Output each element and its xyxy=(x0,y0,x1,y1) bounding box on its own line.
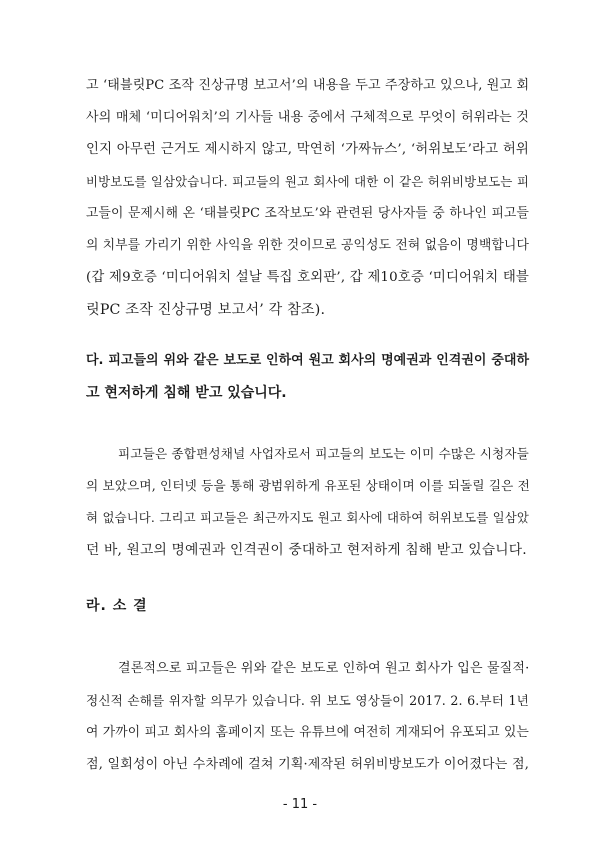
text-line: 인지 아무런 근거도 제시하지 않고, 막연히 ‘가짜뉴스’, ‘허위보도’라고 허위 xyxy=(86,142,529,157)
section-heading-line: 고 현저하게 침해 받고 있습니다. xyxy=(86,385,287,401)
text-line: 정신적 손해를 위자할 의무가 있습니다. 위 보도 영상들이 2017. 2. 6.부터 1년 xyxy=(86,693,529,708)
text-line: 혀 없습니다. 그리고 피고들은 최근까지도 원고 회사에 대하여 허위보도를 일삼았 xyxy=(86,510,529,525)
text-line: 피고들은 종합편성채널 사업자로서 피고들의 보도는 이미 수많은 시청자들 xyxy=(118,446,529,461)
text-line: 결론적으로 피고들은 위와 같은 보도로 인하여 원고 회사가 입은 물질적· xyxy=(118,661,530,676)
text-line: 의 보았으며, 인터넷 등을 통해 광범위하게 유포된 상태이며 이를 되돌릴 길은 전 xyxy=(86,478,530,493)
section-heading-ra: 라. 소 결 xyxy=(86,598,148,614)
text-line: 던 바, 원고의 명예권과 인격권이 중대하고 현저하게 침해 받고 있습니다. xyxy=(86,542,527,558)
text-line: 여 가까이 피고 회사의 홈페이지 또는 유튜브에 여전히 게재되어 유포되고 있는 xyxy=(86,725,529,740)
text-line: 릿PC 조작 진상규명 보고서’ 각 참조). xyxy=(86,302,326,318)
text-line: 점, 일회성이 아닌 수차례에 걸쳐 기획·제작된 허위비방보도가 이어졌다는 점, xyxy=(86,757,529,772)
text-line: 비방보도를 일삼았습니다. 피고들의 원고 회사에 대한 이 같은 허위비방보도는 피 xyxy=(86,174,529,189)
text-line: 의 치부를 가리기 위한 사익을 위한 것이므로 공익성도 전혀 없음이 명백합니다 xyxy=(86,238,529,253)
section-heading-line: 다. 피고들의 위와 같은 보도로 인하여 원고 회사의 명예권과 인격권이 중대하 xyxy=(86,353,529,368)
page-number: - 11 - xyxy=(282,797,318,812)
text-line: (갑 제9호증 ‘미디어워치 설날 특집 호외판’, 갑 제10호증 ‘미디어워치 태블 xyxy=(86,270,529,285)
text-line: 사의 매체 ‘미디어워치’의 기사들 내용 중에서 구체적으로 무엇이 허위라는 것 xyxy=(86,110,529,125)
text-line: 고들이 문제시해 온 ‘태블릿PC 조작보도’와 관련된 당사자들 중 하나인 피고들 xyxy=(86,206,529,221)
text-line: 고 ‘태블릿PC 조작 진상규명 보고서’의 내용을 두고 주장하고 있으나, 원고 회 xyxy=(86,78,530,93)
